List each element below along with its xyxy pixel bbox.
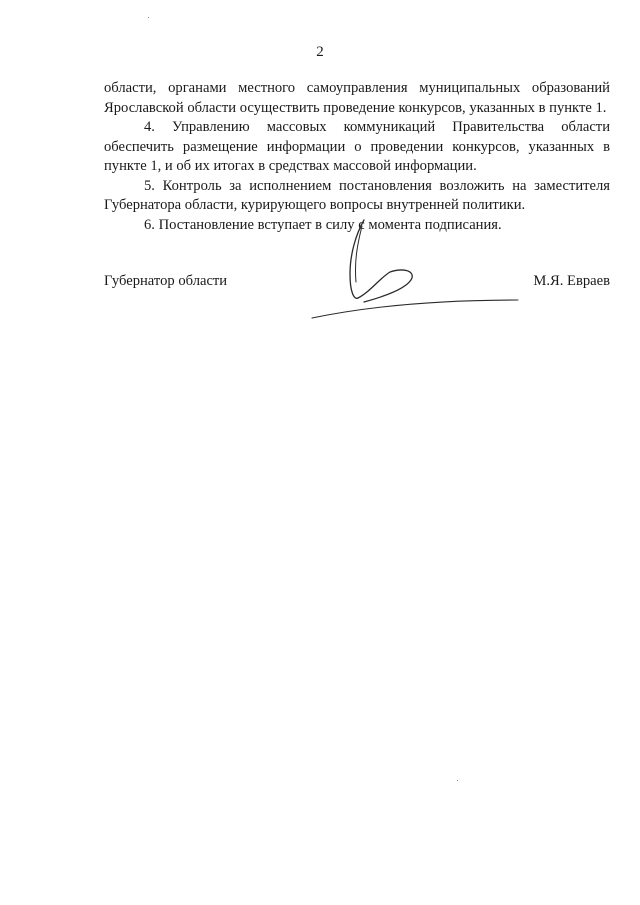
paragraph-item-4: 4. Управлению массовых коммуникаций Правительства области обеспечить размещение информации о проведении конкурсов, указанных в пункте 1, и об их итогах в средствах массовой информации. xyxy=(104,119,610,174)
scan-speck xyxy=(148,17,149,18)
signer-position: Губернатор области xyxy=(104,273,228,289)
paragraph-continuation: области, органами местного самоуправления муниципальных образований Ярославской области осуществить проведение конкурсов, указанных в пункте 1. xyxy=(104,80,610,116)
paragraph-item-5: 5. Контроль за исполнением постановления возложить на заместителя Губернатора области, курирующего вопросы внутренней политики. xyxy=(104,177,610,213)
paragraph-item-6: 6. Постановление вступает в силу с момента подписания. xyxy=(144,216,502,233)
scan-speck xyxy=(457,780,458,781)
page-number: 2 xyxy=(316,44,324,60)
signer-name: М.Я. Евраев xyxy=(533,273,610,289)
handwritten-signature xyxy=(300,212,530,322)
